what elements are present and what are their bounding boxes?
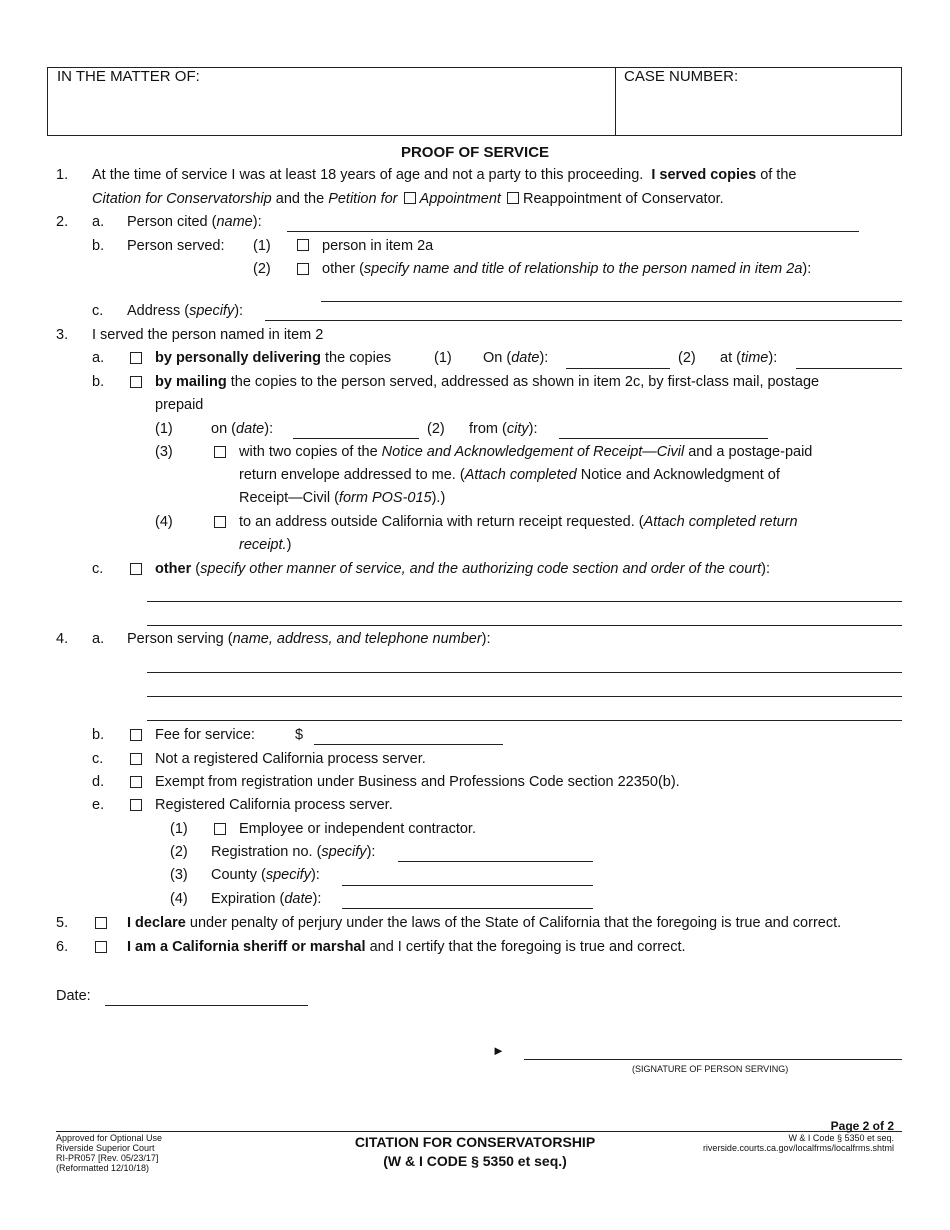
- mailing-date-field[interactable]: [293, 438, 419, 439]
- item4c-label: Not a registered California process server.: [155, 751, 426, 767]
- matter-label: IN THE MATTER OF:: [57, 68, 200, 85]
- item3b-label-cont: prepaid: [155, 397, 204, 413]
- item5-number: 5.: [56, 915, 69, 931]
- signature-field[interactable]: [524, 1059, 902, 1060]
- item4e-label: Registered California process server.: [155, 797, 393, 813]
- item5-label: I declare under penalty of perjury under the laws of the State of California that the foregoing is true and correct.: [127, 915, 842, 931]
- page-number: Page 2 of 2: [830, 1119, 894, 1133]
- delivery-time-field[interactable]: [796, 368, 902, 369]
- reappointment-checkbox[interactable]: [507, 192, 519, 204]
- item2a-label: Person cited (name):: [127, 214, 262, 230]
- expiration-date-field[interactable]: [342, 908, 593, 909]
- item4e3-number: (3): [170, 867, 188, 883]
- other-person-field[interactable]: [321, 301, 902, 302]
- item3a-letter: a.: [92, 350, 105, 366]
- item3a2-label: at (time):: [720, 350, 778, 366]
- item6-number: 6.: [56, 939, 69, 955]
- item3b4-line1: to an address outside California with return receipt requested. (Attach completed return: [239, 514, 798, 530]
- person-cited-field[interactable]: [287, 231, 859, 232]
- person-serving-field-1[interactable]: [147, 672, 902, 673]
- item3a-label: by personally delivering the copies: [155, 350, 392, 366]
- item3b3-line2: return envelope addressed to me. (Attach completed Notice and Acknowledgment of: [239, 467, 780, 483]
- other-manner-field-1[interactable]: [147, 601, 902, 602]
- item4b-letter: b.: [92, 727, 105, 743]
- item3b3-number: (3): [155, 444, 173, 460]
- item3b4-number: (4): [155, 514, 173, 530]
- caption-box: [47, 67, 902, 136]
- item4a-label: Person serving (name, address, and telephone number):: [127, 631, 491, 647]
- item2b2-label: other (specify name and title of relationship to the person named in item 2a):: [322, 261, 812, 277]
- mailing-checkbox[interactable]: [130, 376, 142, 388]
- item3b3-line1: with two copies of the Notice and Acknowledgement of Receipt—Civil and a postage-paid: [239, 444, 813, 460]
- item2b1-label: person in item 2a: [322, 238, 434, 254]
- person-in-item-2a-checkbox[interactable]: [297, 239, 309, 251]
- notice-ack-checkbox[interactable]: [214, 446, 226, 458]
- date-field[interactable]: [105, 1005, 308, 1006]
- person-serving-field-2[interactable]: [147, 696, 902, 697]
- date-label: Date:: [56, 988, 91, 1004]
- item2b1-number: (1): [253, 238, 271, 254]
- item4d-label: Exempt from registration under Business and Professions Code section 22350(b).: [155, 774, 680, 790]
- employee-checkbox[interactable]: [214, 823, 226, 835]
- item3b2-number: (2): [427, 421, 445, 437]
- item4d-letter: d.: [92, 774, 105, 790]
- item3b-letter: b.: [92, 374, 105, 390]
- appointment-label: Appointment: [419, 191, 501, 207]
- item2c-label: Address (specify):: [127, 303, 244, 319]
- footer-right: Page 2 of 2 W & I Code § 5350 et seq. riverside.courts.ca.gov/localfrms/localfrms.shtml: [702, 1119, 894, 1153]
- item3b1-label: on (date):: [211, 421, 274, 437]
- item3b-label: by mailing the copies to the person served, addressed as shown in item 2c, by first-class mail, postage: [155, 374, 820, 390]
- signature-arrow-icon: ►: [492, 1043, 505, 1058]
- registered-checkbox[interactable]: [130, 799, 142, 811]
- outside-california-checkbox[interactable]: [214, 516, 226, 528]
- item2b-letter: b.: [92, 238, 105, 254]
- item4a-letter: a.: [92, 631, 105, 647]
- item1-line2: Citation for Conservatorship and the Petition for Appointment Reappointment of Conservator.: [92, 191, 724, 207]
- exempt-checkbox[interactable]: [130, 776, 142, 788]
- item3b1-number: (1): [155, 421, 173, 437]
- item4e4-label: Expiration (date):: [211, 891, 322, 907]
- item4e2-number: (2): [170, 844, 188, 860]
- item3c-label: other (specify other manner of service, and the authorizing code section and order of the court):: [155, 561, 770, 577]
- item2b-label: Person served:: [127, 238, 225, 254]
- item3-intro: I served the person named in item 2: [92, 327, 324, 343]
- delivery-date-field[interactable]: [566, 368, 670, 369]
- item3a1-label: On (date):: [483, 350, 549, 366]
- other-manner-checkbox[interactable]: [130, 563, 142, 575]
- item4e-letter: e.: [92, 797, 105, 813]
- item4b-label: Fee for service:: [155, 727, 255, 743]
- declare-checkbox[interactable]: [95, 917, 107, 929]
- caption-divider: [615, 68, 616, 135]
- person-serving-field-3[interactable]: [147, 720, 902, 721]
- item3a1-number: (1): [434, 350, 452, 366]
- signature-caption: (SIGNATURE OF PERSON SERVING): [632, 1064, 789, 1074]
- mailing-city-field[interactable]: [559, 438, 768, 439]
- item3b2-label: from (city):: [469, 421, 538, 437]
- item2a-letter: a.: [92, 214, 105, 230]
- item4e3-label: County (specify):: [211, 867, 320, 883]
- other-manner-field-2[interactable]: [147, 625, 902, 626]
- dollar-sign: $: [295, 727, 304, 743]
- address-field[interactable]: [265, 320, 902, 321]
- fee-field[interactable]: [314, 744, 503, 745]
- personal-delivery-checkbox[interactable]: [130, 352, 142, 364]
- item4e1-label: Employee or independent contractor.: [239, 821, 476, 837]
- item3a2-number: (2): [678, 350, 696, 366]
- item1-line1: At the time of service I was at least 18 years of age and not a party to this proceeding. I served copies of the: [92, 167, 797, 183]
- item2-number: 2.: [56, 214, 69, 230]
- footer-left: Approved for Optional Use Riverside Superior Court RI-PR057 [Rev. 05/23/17] (Reformatted 12/10/18): [56, 1133, 163, 1173]
- footer-form-title: CITATION FOR CONSERVATORSHIP (W & I CODE § 5350 et seq.): [354, 1134, 596, 1169]
- reappointment-label: Reappointment of Conservator.: [523, 191, 724, 207]
- item2c-letter: c.: [92, 303, 104, 319]
- item4c-letter: c.: [92, 751, 104, 767]
- not-registered-checkbox[interactable]: [130, 753, 142, 765]
- item4e4-number: (4): [170, 891, 188, 907]
- item4-number: 4.: [56, 631, 69, 647]
- item3b4-line2: receipt.): [239, 537, 292, 553]
- item4e2-label: Registration no. (specify):: [211, 844, 376, 860]
- other-person-checkbox[interactable]: [297, 263, 309, 275]
- page-title: PROOF OF SERVICE: [400, 144, 550, 161]
- fee-checkbox[interactable]: [130, 729, 142, 741]
- item2b2-number: (2): [253, 261, 271, 277]
- item3b3-line3: Receipt—Civil (form POS-015).): [239, 490, 446, 506]
- item1-number: 1.: [56, 167, 69, 183]
- case-number-label: CASE NUMBER:: [624, 68, 739, 85]
- appointment-checkbox[interactable]: [404, 192, 416, 204]
- county-field[interactable]: [342, 885, 593, 886]
- item3-number: 3.: [56, 327, 69, 343]
- item4e1-number: (1): [170, 821, 188, 837]
- registration-number-field[interactable]: [398, 861, 593, 862]
- sheriff-checkbox[interactable]: [95, 941, 107, 953]
- item6-label: I am a California sheriff or marshal and I certify that the foregoing is true and correct.: [127, 939, 686, 955]
- item3c-letter: c.: [92, 561, 104, 577]
